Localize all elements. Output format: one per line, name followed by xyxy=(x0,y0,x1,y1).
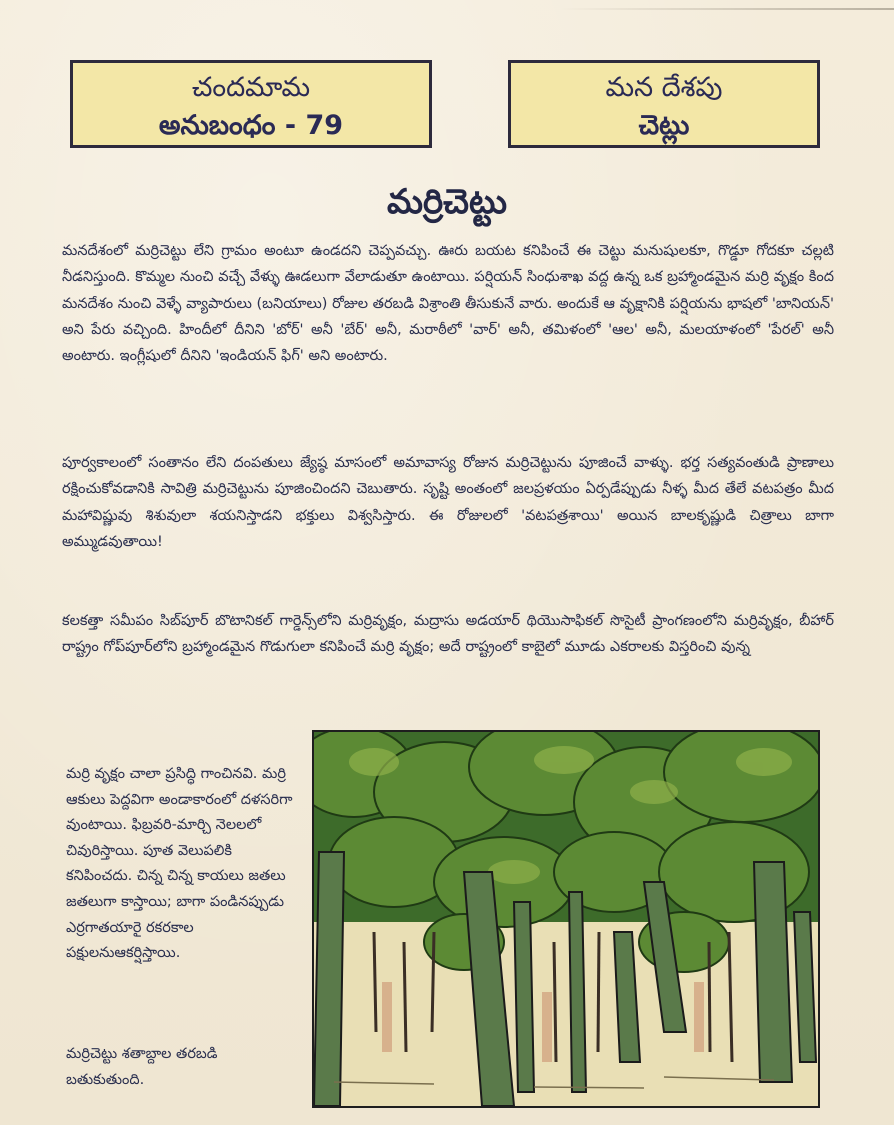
banyan-tree-illustration xyxy=(312,730,820,1108)
topic-title-line1: మన దేశపు xyxy=(605,72,723,103)
paragraph-2: పూర్వకాలంలో సంతానం లేని దంపతులు జ్యేష్ఠ మాసంలో అమావాస్య రోజున మర్రిచెట్టును పూజించే వాళ్ళు. భర్త సత్యవంతుడి ప్రాణాలు రక్షించుకోవడానికి సావిత్రి మర్రిచెట్టును పూజించిందని చెబుతారు. సృష్టి అంతంలో జలప్రళయం ఏర్పడేప్పుడు నీళ్ళ మీద తేలే వటపత్రం మీద మహావిష్ణువు శిశువులా శయనిస్తాడని భక్తులు విశ్వసిస్తారు. ఈ రోజులలో 'వటపత్రశాయి' అయిన బాలకృష్ణుడి చిత్రాలు బాగా అమ్ముడవుతాయి! xyxy=(62,455,834,550)
series-title: చందమామ xyxy=(191,72,311,103)
topic-header-box xyxy=(508,60,820,148)
paragraph-3: కలకత్తా సమీపం సిబ్‌పూర్ బొటానికల్ గార్డెన్స్‌లోని మర్రివృక్షం, మద్రాసు అడయార్ థియొసాఫికల్ సొసైటీ ప్రాంగణంలోని మర్రివృక్షం, బీహార్ రాష్ట్రం గోప్‌పూర్‌లోని బ్రహ్మాండమైన గొడుగులా కనిపించే మర్రి వృక్షం; అదే రాష్ట్రంలో కాబైలో మూడు ఎకరాలకు విస్తరించి వున్న xyxy=(62,613,834,656)
banyan-grove-drawing xyxy=(314,732,818,1106)
side-column-closing: మర్రిచెట్టు శతాబ్దాల తరబడి బతుకుతుంది. xyxy=(66,1046,218,1088)
article-title: మర్రిచెట్టు xyxy=(387,182,507,222)
paragraph-1: మనదేశంలో మర్రిచెట్టు లేని గ్రామం అంటూ ఉండదని చెప్పవచ్చు. ఊరు బయట కనిపించే ఈ చెట్టు మనుషులకూ, గొడ్డూ గోదకూ చల్లటి నీడనిస్తుంది. కొమ్మల నుంచి వచ్చే వేళ్ళు ఊడలుగా వేలాడుతూ ఉంటాయి. పర్షియన్ సింధుశాఖ వద్ద ఉన్న ఒక బ్రహ్మాండమైన మర్రి వృక్షం కింద మనదేశం నుంచి వెళ్ళే వ్యాపారులు (బనియాలు) రోజుల తరబడి విశ్రాంతి తీసుకునే వారు. అందుకే ఆ వృక్షానికి పర్షియను భాషలో 'బానియన్' అని పేరు వచ్చింది. హిందీలో దీనిని 'బోర్' అనీ 'బేర్' అనీ, మరాఠీలో 'వార్' అనీ, తమిళంలో 'ఆల' అనీ, మలయాళంలో 'పేరల్' అనీ అంటారు. ఇంగ్లీషులో దీనిని 'ఇండియన్ ఫిగ్' అని అంటారు. xyxy=(62,243,834,365)
series-number: అనుబంధం - 79 xyxy=(158,110,344,141)
series-header-box xyxy=(70,60,432,148)
topic-title-line2: చెట్లు xyxy=(638,110,690,141)
page-edge-shadow xyxy=(560,8,894,10)
side-column-text: మర్రి వృక్షం చాలా ప్రసిద్ధి గాంచినవి. మర్రి ఆకులు పెద్దవిగా అండాకారంలో దళసరిగా వుంటాయి. ఫిబ్రవరి-మార్చి నెలలలో చివురిస్తాయి. పూత వెలుపలికి కనిపించదు. చిన్న చిన్న కాయలు జతలు జతలుగా కాస్తాయి; బాగా పండినప్పుడు ఎర్రగాతయారై రకరకాల పక్షులనుఆకర్షిస్తాయి. xyxy=(66,766,293,962)
